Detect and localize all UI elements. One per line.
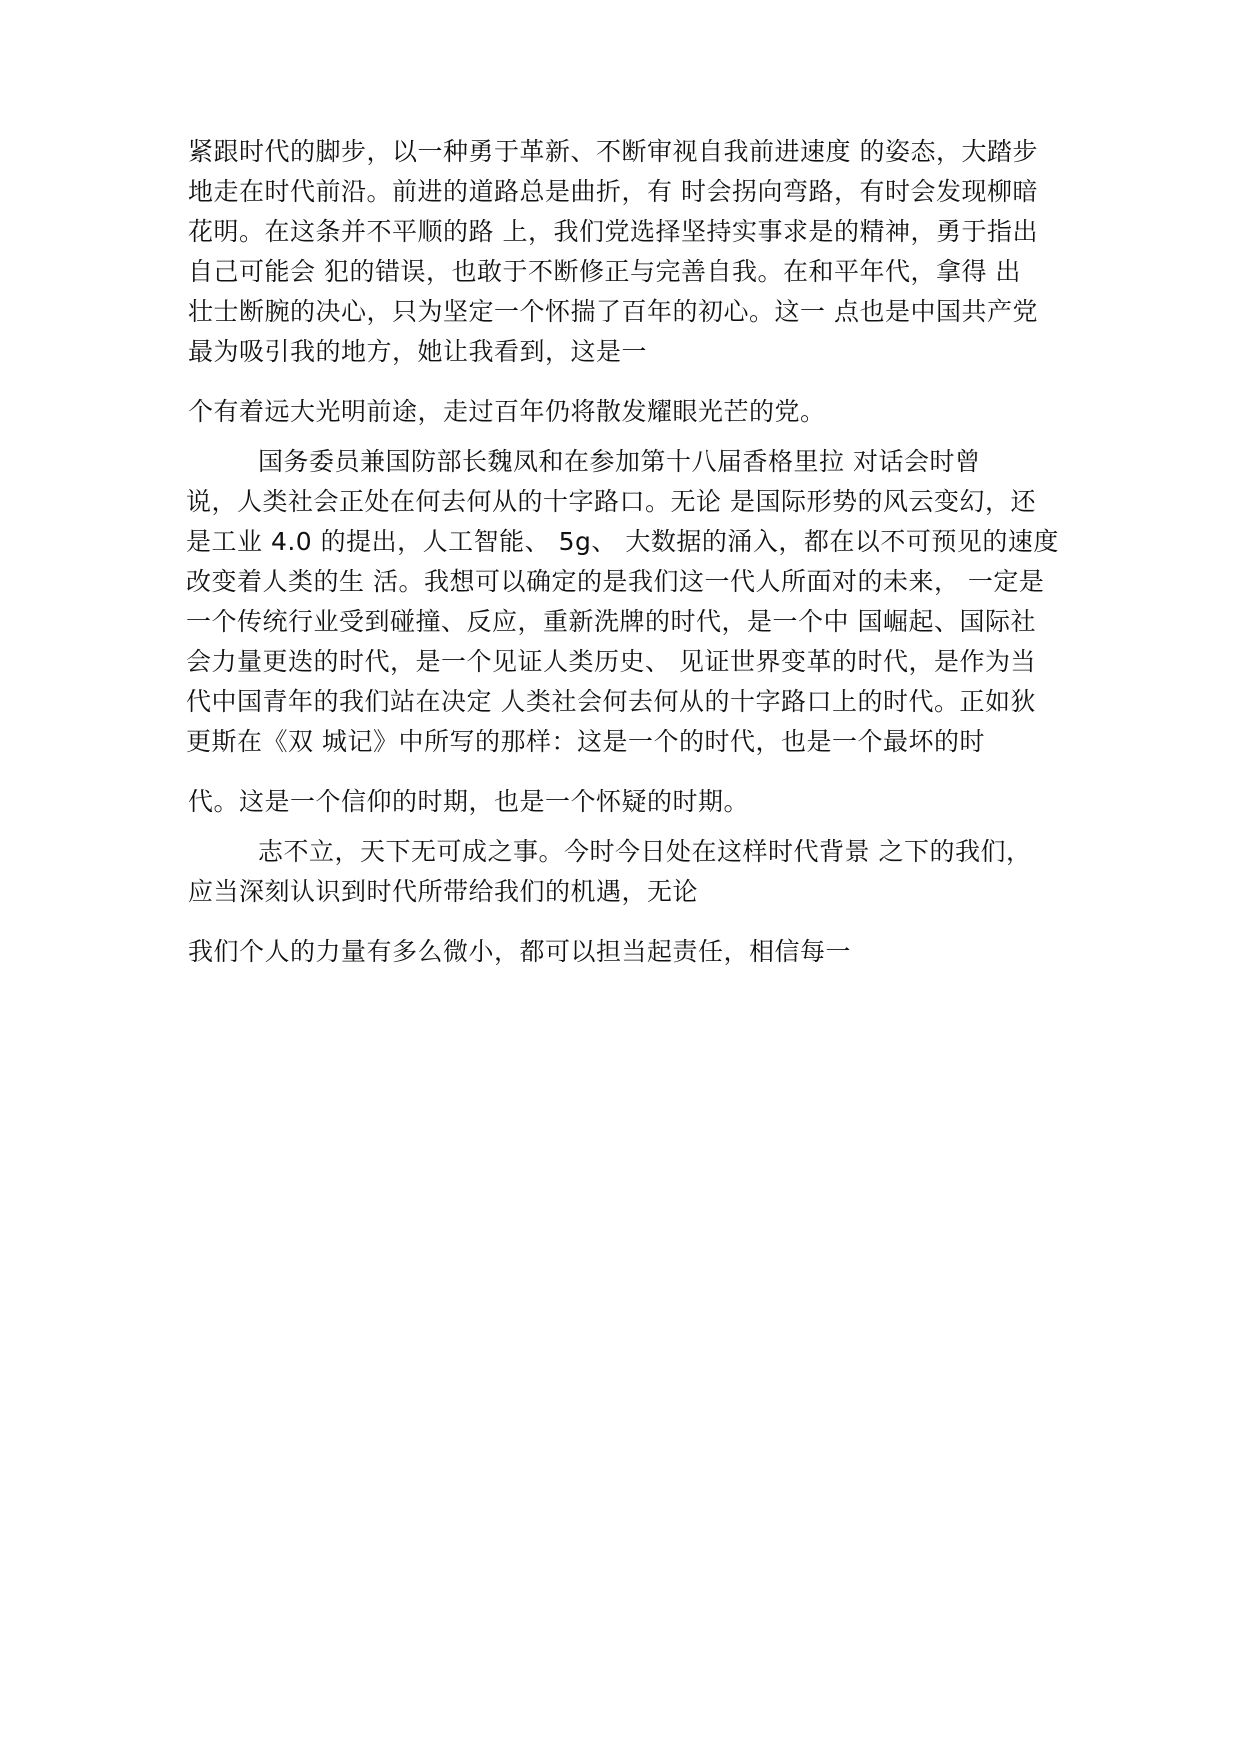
text-line: 改变着人类的生 活。我想可以确定的是我们这一代人所面对的未来， 一定是	[186, 567, 1045, 596]
text-line: 最为吸引我的地方，她让我看到，这是一	[188, 337, 648, 366]
text-line: 紧跟时代的脚步，以一种勇于革新、不断审视自我前进速度 的姿态，大踏步	[188, 137, 1038, 166]
text-line: 应当深刻认识到时代所带给我们的机遇，无论	[188, 877, 699, 906]
text-line: 是工业 4.0 的提出，人工智能、 5g、 大数据的涌入，都在以不可预见的速度	[186, 527, 1059, 556]
text-line: 一个传统行业受到碰撞、反应，重新洗牌的时代，是一个中 国崛起、国际社	[186, 607, 1036, 636]
text-line: 会力量更迭的时代，是一个见证人类历史、 见证世界变革的时代，是作为当	[186, 647, 1036, 676]
text-line: 国务委员兼国防部长魏凤和在参加第十八届香格里拉 对话会时曾	[258, 447, 981, 476]
text-line: 自己可能会 犯的错误，也敢于不断修正与完善自我。在和平年代，拿得 出	[188, 257, 1021, 286]
text-line: 说，人类社会正处在何去何从的十字路口。无论 是国际形势的风云变幻，还	[186, 487, 1036, 516]
text-line: 代中国青年的我们站在决定 人类社会何去何从的十字路口上的时代。正如狄	[186, 687, 1036, 716]
text-line: 个有着远大光明前途，走过百年仍将散发耀眼光芒的党。	[188, 397, 826, 426]
text-line: 更斯在《双 城记》中所写的那样：这是一个的时代，也是一个最坏的时	[186, 727, 985, 756]
text-line: 志不立，天下无可成之事。今时今日处在这样时代背景 之下的我们，	[258, 837, 1032, 866]
text-line: 代。这是一个信仰的时期，也是一个怀疑的时期。	[188, 787, 750, 816]
text-line: 地走在时代前沿。前进的道路总是曲折，有 时会拐向弯路，有时会发现柳暗	[188, 177, 1038, 206]
text-line: 花明。在这条并不平顺的路 上，我们党选择坚持实事求是的精神，勇于指出	[188, 217, 1038, 246]
text-line: 壮士断腕的决心，只为坚定一个怀揣了百年的初心。这一 点也是中国共产党	[188, 297, 1038, 326]
text-line: 我们个人的力量有多么微小，都可以担当起责任，相信每一	[188, 937, 852, 966]
